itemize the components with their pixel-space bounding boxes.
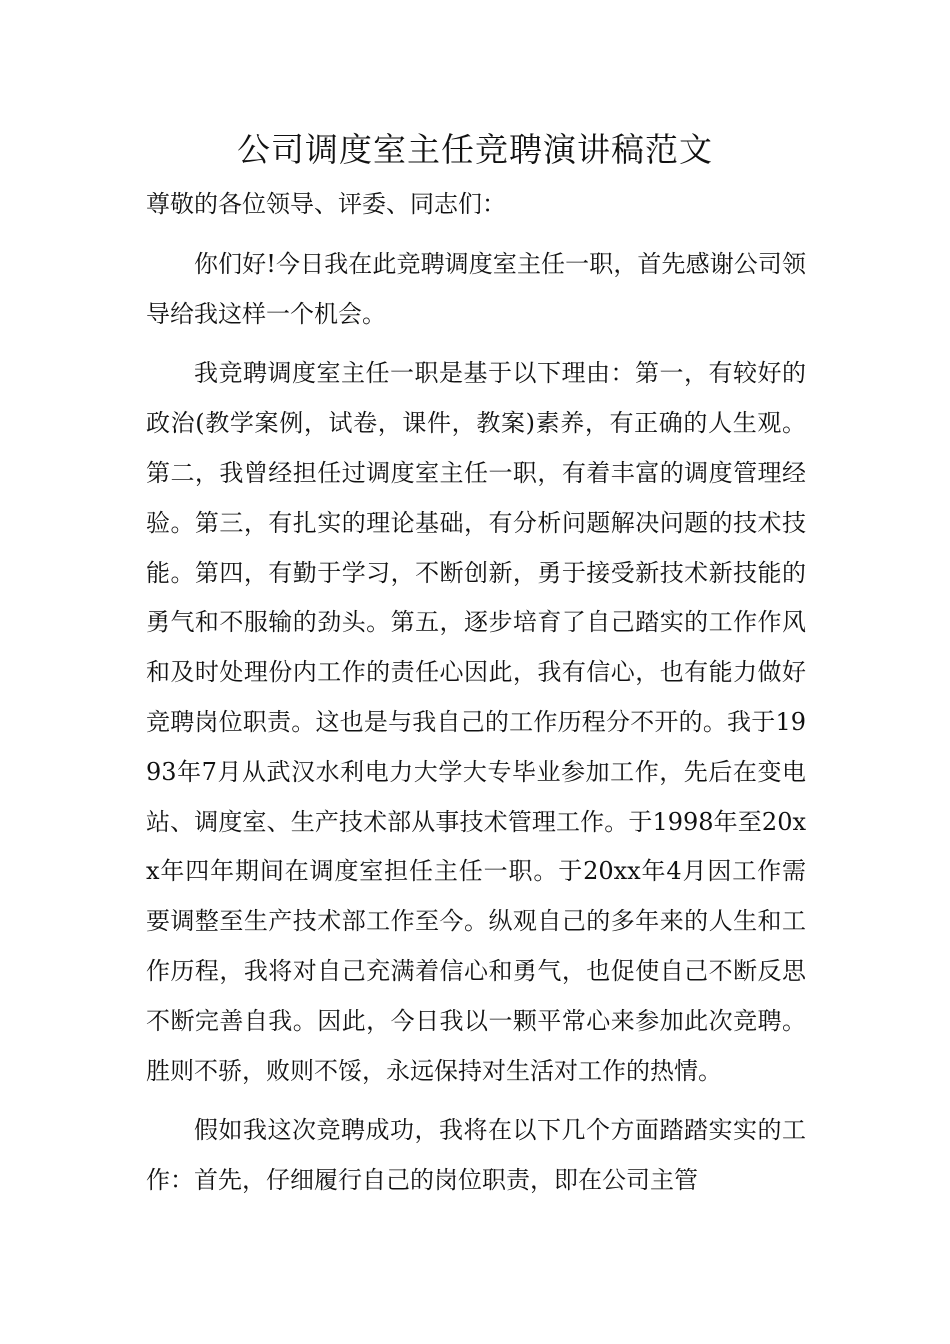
paragraph-reasons: 我竞聘调度室主任一职是基于以下理由：第一，有较好的政治(教学案例，试卷，课件，教案)素养，有正确的人生观。第二，我曾经担任过调度室主任一职，有着丰富的调度管理经验。第三，有扎实的理论基础，有分析问题解决问题的技术技能。第四，有勤于学习，不断创新，勇于接受新技术新技能的勇气和不服输的劲头。第五，逐步培育了自己踏实的工作作风和及时处理份内工作的责任心因此，我有信心，也有能力做好竞聘岗位职责。这也是与我自己的工作历程分不开的。我于1993年7月从武汉水利电力大学大专毕业参加工作，先后在变电站、调度室、生产技术部从事技术管理工作。于1998年至20xx年四年期间在调度室担任主任一职。于20xx年4月因工作需要调整至生产技术部工作至今。纵观自己的多年来的人生和工作历程，我将对自己充满着信心和勇气，也促使自己不断反思不断完善自我。因此，今日我以一颗平常心来参加此次竞聘。胜则不骄，败则不馁，永远保持对生活对工作的热情。	[146, 359, 806, 1085]
paragraph-plan: 假如我这次竞聘成功，我将在以下几个方面踏踏实实的工作：首先，仔细履行自己的岗位职责，即在公司主管	[146, 1116, 806, 1195]
salutation: 尊敬的各位领导、评委、同志们：	[146, 190, 506, 218]
document-body	[146, 180, 806, 1216]
document-title: 公司调度室主任竞聘演讲稿范文	[237, 130, 713, 169]
paragraph-greeting: 你们好!今日我在此竞聘调度室主任一职，首先感谢公司领导给我这样一个机会。	[146, 249, 806, 328]
